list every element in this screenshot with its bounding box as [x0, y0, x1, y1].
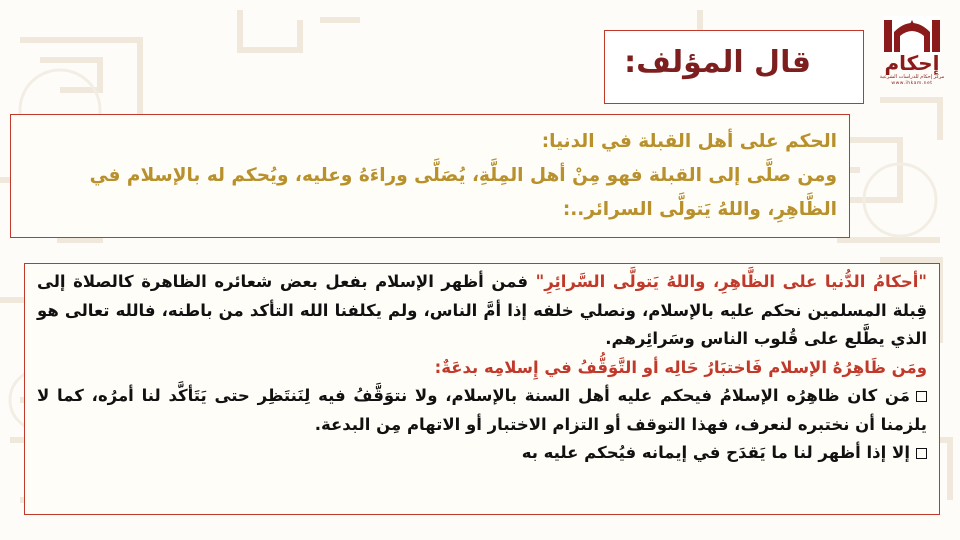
author-text-body: ومن صلَّى إلى القبلة فهو مِنْ أهل المِلَّةِ، يُصَلَّى وراءَهُ وعليه، ويُحكم له بالإسلام في الظَّاهِرِ، واللهُ يَتولَّى السرائر..: — [89, 165, 837, 220]
explanation-paragraph-1-text: فمن أظهر الإسلام بفعل بعض شعائره الظاهرة كالصلاة إلى قِبلة المسلمين نحكم عليه بالإسلام، ونصلي خلفه إذا أمَّ الناس، ولم يكلفنا الله التأكد من باطنه، فالله تعالى هو الذي يطَّلع على قُلوب الناس وسَرائِرهم. — [37, 272, 927, 348]
bullet-item-2-text: إلا إذا أظهر لنا ما يَقدَح في إيمانه فيُحكم عليه به — [521, 443, 910, 462]
explanation-quote: "أحكامُ الدُّنيا على الظَّاهِرِ، واللهُ يَتولَّى السَّرائِرِ" — [535, 272, 927, 291]
explanation-box — [24, 263, 940, 515]
bullet-item-2 — [37, 439, 927, 468]
logo-subline: www.ihkam.net — [891, 81, 933, 86]
author-text-box — [10, 114, 850, 238]
checkbox-bullet-icon — [916, 391, 927, 402]
bullet-item-1-text: مَن كان ظاهِرُه الإسلامُ فيحكم عليه أهل السنة بالإسلام، ولا نتوَقَّفُ فيه لِنَنتَظِر حتى يَتَأكَّد لنا أمرُه، كما لا يلزمنا أن نختبره لنعرف، فهذا التوقف أو التزام الاختبار أو الاتهام مِن البدعة. — [37, 386, 927, 434]
bullet-item-1 — [37, 382, 927, 439]
page-title: قال المؤلف: — [624, 45, 811, 80]
logo-subtitle: مركز إحكام للدراسات الشرعية — [879, 74, 945, 80]
explanation-subheading: ومَن ظَاهِرُهُ الإسلام فَاختبَارُ حَالِه أو التَّوَقُّفُ في إِسلامِه بدعَةٌ: — [434, 357, 927, 377]
logo-arch-icon — [882, 14, 942, 56]
checkbox-bullet-icon — [916, 448, 927, 459]
logo-name: إحكام — [884, 51, 940, 75]
logo — [878, 14, 946, 84]
explanation-paragraph-1 — [37, 268, 927, 354]
title-box — [604, 30, 864, 104]
author-text-heading: الحكم على أهل القبلة في الدنيا: — [541, 131, 837, 152]
